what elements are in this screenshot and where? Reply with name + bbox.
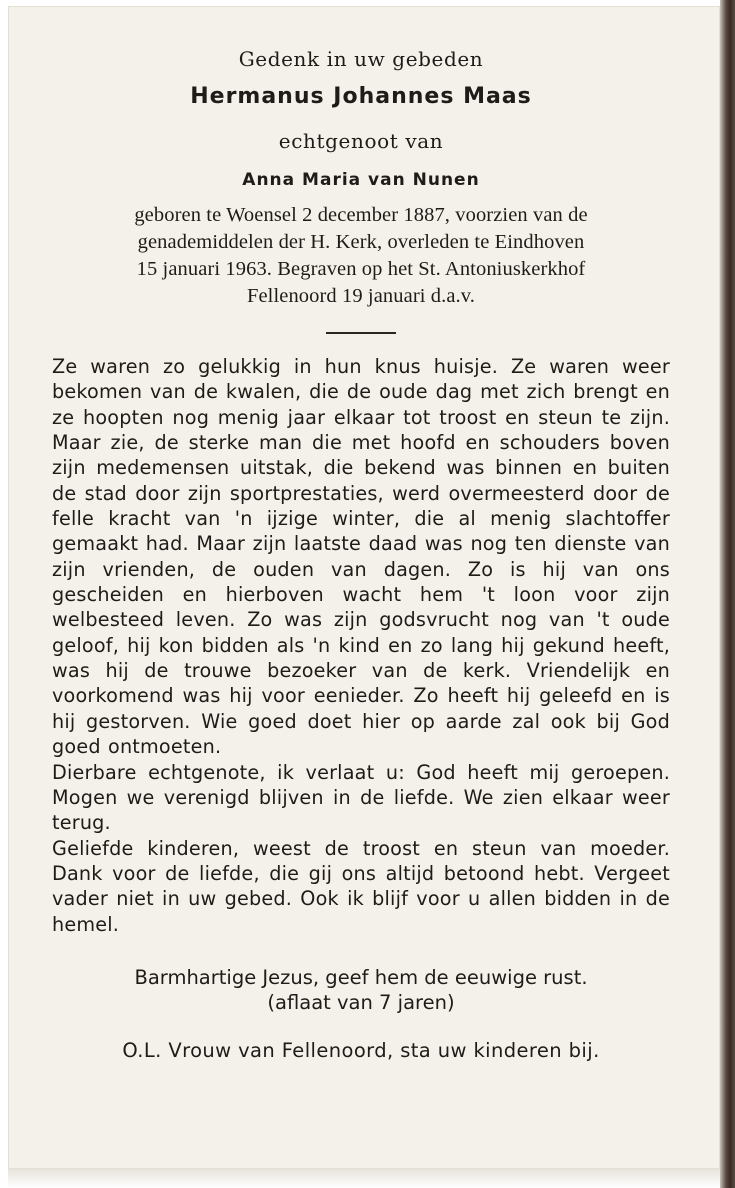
memorial-text bbox=[52, 354, 670, 937]
birth-line: Fellenoord 19 januari d.a.v. bbox=[246, 285, 476, 307]
body-paragraph: Ze waren zo gelukkig in hun knus huisje. Ze waren weer bekomen van de kwalen, die de oude dag met zich brengt en ze hoopten nog menig jaar elkaar tot troost en steun te zijn. Maar zie, de sterke man die met hoofd en schouders boven zijn medemensen uitstak, die bekend was binnen en buiten de stad door zijn sportprestaties, werd overmeesterd door de felle kracht van 'n ijzige winter, die al menig slachtoffer gemaakt had. Maar zijn laatste daad was nog ten dienste van zijn vrienden, de ouden van dagen. Zo is hij van ons gescheiden en hierboven wacht hem 't loon voor zijn welbesteed leven. Zo was zijn godsvrucht nog van 't oude geloof, hij kon bidden als 'n kind en zo lang hij gekund heeft, was hij de trouwe bezoeker van de kerk. Vriendelijk en voorkomend was hij voor eenieder. Zo heeft hij geleefd en is hij gestorven. Wie goed doet hier op aarde zal ook bij God goed ontmoeten. bbox=[52, 355, 670, 759]
body-paragraph: Dierbare echtgenote, ik verlaat u: God heeft mij geroepen. Mogen we verenigd blijven in de liefde. We zien elkaar weer terug. bbox=[52, 760, 670, 835]
prayer-line: Barmhartige Jezus, geef hem de eeuwige rust. bbox=[134, 965, 588, 989]
prayer-request: Gedenk in uw gebeden bbox=[238, 47, 484, 71]
indulgence-note: (aflaat van 7 jaren) bbox=[267, 990, 455, 1014]
birth-death-details bbox=[52, 202, 670, 310]
final-invocation: O.L. Vrouw van Fellenoord, sta uw kinderen bij. bbox=[122, 1038, 600, 1062]
closing-prayer bbox=[52, 965, 670, 1015]
card-shadow bbox=[8, 1169, 720, 1188]
body-paragraph: Geliefde kinderen, weest de troost en steun van moeder. Dank voor de liefde, die gij ons altijd betoond hebt. Vergeet vader niet in uw gebed. Ook ik blijf voor u allen bidden in de hemel. bbox=[52, 836, 670, 936]
deceased-name: Hermanus Johannes Maas bbox=[190, 84, 532, 109]
card-content bbox=[52, 44, 670, 1064]
birth-line: genademiddelen der H. Kerk, overleden te Eindhoven bbox=[137, 231, 585, 253]
birth-line: 15 januari 1963. Begraven op het St. Antoniuskerkhof bbox=[136, 258, 586, 280]
birth-line: geboren te Woensel 2 december 1887, voorzien van de bbox=[134, 204, 588, 226]
spouse-intro: echtgenoot van bbox=[278, 129, 444, 153]
spouse-name: Anna Maria van Nunen bbox=[242, 170, 480, 190]
card-edge bbox=[720, 0, 735, 1188]
divider bbox=[326, 332, 396, 334]
